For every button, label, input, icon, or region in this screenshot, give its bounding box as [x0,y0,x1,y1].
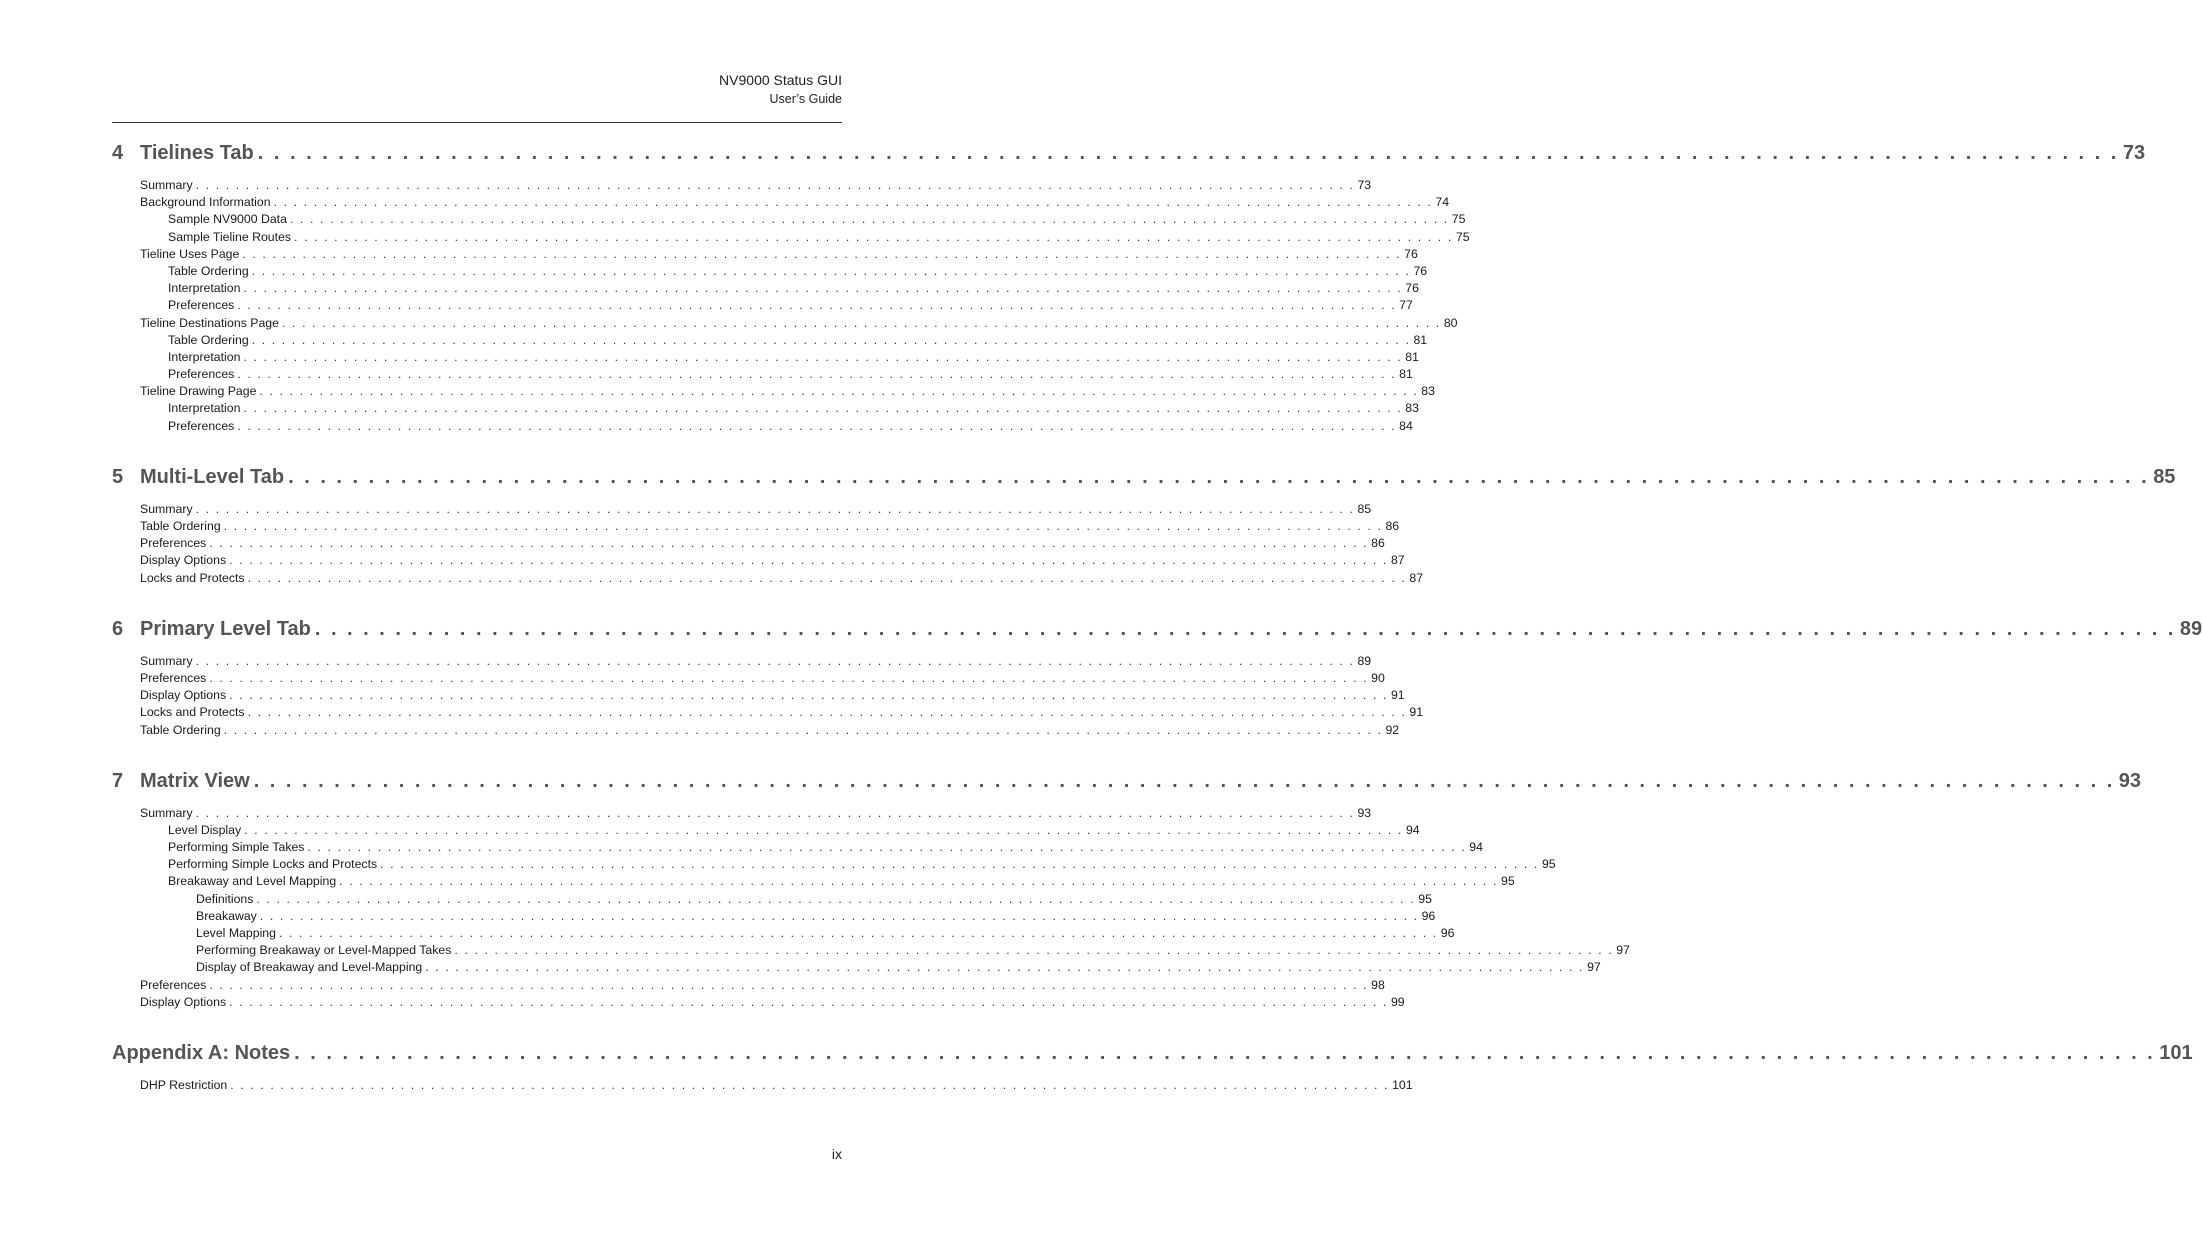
entry-page-number: 83 [1405,401,1419,416]
chapter-heading[interactable] [112,142,2146,174]
toc-entry[interactable] [112,349,1419,367]
toc-entry[interactable] [112,229,1470,247]
toc-chapter [112,465,2176,588]
dot-leader: . . . . . . . . . . . . . . . . . . . . . . . . . . . . . . . . . . . . . . . . . . . . . . . . . . . . . . . . . . . . . . . . . . . . . . . . . . . . . . . . . . . . . . . . . . . . . . . . . . . . . . . . . . . . . . . . . . . . [243,281,1403,296]
running-header [719,70,842,108]
toc-entry[interactable] [112,281,1419,298]
entry-page-number: 92 [1385,722,1400,737]
header-rule [112,122,842,123]
toc-entry[interactable] [112,960,1601,977]
chapter-page-number: 101 [2159,1041,2193,1064]
entry-title: Display Options [140,994,227,1009]
entry-page-number: 85 [1357,501,1372,516]
entry-page-number: 98 [1371,977,1385,992]
entry-title: Table Ordering [168,263,249,278]
page-number: ix [831,1146,842,1162]
dot-leader: . . . . . . . . . . . . . . . . . . . . . . . . . . . . . . . . . . . . . . . . . . . . . . . . . . . . . . . . . . . . . . . . . . . . . . . . . . . . . . . . . . . . . . . . . . . . . . . . . . . . . . . . . . . . . . . . . . . . [247,705,1407,720]
toc-chapter [112,769,2142,1012]
entry-page-number: 95 [1541,857,1556,872]
entry-page-number: 93 [1357,805,1372,820]
entry-title: Interpretation [168,349,241,364]
toc-entry[interactable] [112,805,1372,823]
entry-title: Interpretation [168,281,241,296]
dot-leader: . . . . . . . . . . . . . . . . . . . . . . . . . . . . . . . . . . . . . . . . . . . . . . . . . . . . . . . . . . . . . . . . . . . . . . . . . . . . . . . . . . . . . . . . . . . . . . . . . . . . . . . . . . . . . . . . . . . . [229,994,1388,1009]
entry-page-number: 90 [1371,670,1385,685]
toc-entry[interactable] [112,977,1385,995]
section-spacer [112,740,720,770]
dot-leader: . . . . . . . . . . . . . . . . . . . . . . . . . . . . . . . . . . . . . . . . . . . . . . . . . . . . . . . . . . . . . . . . . . . . . . . . . . . . . . . . . . . . . . . . . . . . . . . . . . . . . . . . . . . . . . . . . . . . [278,926,1438,940]
toc-entry[interactable] [112,315,1458,333]
toc-entry[interactable] [112,891,1432,909]
entry-page-number: 95 [1418,891,1432,906]
chapter-title: Primary Level Tab [140,617,311,640]
toc-entry[interactable] [112,246,1418,264]
toc-entry[interactable] [112,367,1413,384]
entry-title: Preferences [168,298,235,313]
dot-leader: . . . . . . . . . . . . . . . . . . . . . . . . . . . . . . . . . . . . . . . . . . . . . . . . . . . . . . . . . . . . . . . . . . . . . . . . . . . . . . . . . . . . . . . . . . . . . . . . . . . . . . . . . . . . . . . . . . . . [209,977,1369,992]
chapter-heading[interactable] [112,1041,2193,1074]
dot-leader: . . . . . . . . . . . . . . . . . . . . . . . . . . . . . . . . . . . . . . . . . . . . . . . . . . . . . . . . . . . . . . . . . . . . . . . . . . . . . . . . . . . . . . . . . . . . . . . . . . . . . . . . . . . . . . . . . . . . [425,960,1585,975]
entry-title: Summary [140,805,193,820]
entry-page-number: 86 [1371,536,1385,551]
dot-leader: . . . . . . . . . . . . . . . . . . . . . . . . . . . . . . . . . . . . . . . . . . . . . . . . . . . . . . . . . . . . . . . . . . . . . . . . . . . . . . . . . . . . . . . . . . . . . . . . . . . . . . . . . . . . . . . . . . . . [273,195,1433,210]
toc-entry[interactable] [112,384,1435,401]
chapter-number: 7 [112,769,124,792]
entry-title: Preferences [168,367,235,382]
entry-page-number: 91 [1409,705,1424,720]
entry-title: Summary [140,178,193,192]
dot-leader: . . . . . . . . . . . . . . . . . . . . . . . . . . . . . . . . . . . . . . . . . . . . . . . . . . . . . . . . . . . . . . . . . . . . . . . . . . . . . . . . . . . . . . . . . . . . . . . . . . . . . . . . . . . . . . . . . . . . [195,501,1355,516]
toc-entry[interactable] [112,670,1385,688]
dot-leader: . . . . . . . . . . . . . . . . . . . . . . . . . . . . . . . . . . . . . . . . . . . . . . . . . . . . . . . . . . . . . . . . . . . . . . . . . . . . . . . . . . . . . . . . . . . . . . . . . . . . . . . . . . . . . . . . . . . . [256,891,1416,906]
entry-page-number: 74 [1435,195,1450,210]
entry-page-number: 76 [1405,281,1419,296]
toc-entry[interactable] [112,874,1515,891]
entry-page-number: 91 [1390,688,1405,703]
entry-page-number: 96 [1440,926,1455,940]
entry-page-number: 94 [1469,840,1483,855]
entry-page-number: 81 [1413,332,1428,347]
toc-chapter [112,1041,2193,1095]
entry-page-number: 77 [1399,298,1413,313]
chapter-title: Matrix View [140,769,250,792]
entry-page-number: 76 [1413,263,1428,278]
entry-title: Interpretation [168,401,241,416]
toc-entry[interactable] [112,570,1424,588]
entry-title: Display Options [140,553,227,568]
dot-leader: . . . . . . . . . . . . . . . . . . . . . . . . . . . . . . . . . . . . . . . . . . . . . . . . . . . . . . . . . . . . . . . . . . . . . . . . . . . . . . . . . . . . . . . . . . . . . . . . . . . . . . . . . . . . . . . . . . . . [242,246,1402,261]
toc-entry[interactable] [112,994,1405,1012]
entry-title: Preferences [140,977,207,992]
dot-leader: . . . . . . . . . . . . . . . . . . . . . . . . . . . . . . . . . . . . . . . . . . . . . . . . . . . . . . . . . . . . . . . . . . . . . . . . . . . . . . . . . . . . . . . . . . . . . . . . . . . . . . . . . . . . . . . . . . . . [288,465,2150,488]
dot-leader: . . . . . . . . . . . . . . . . . . . . . . . . . . . . . . . . . . . . . . . . . . . . . . . . . . . . . . . . . . . . . . . . . . . . . . . . . . . . . . . . . . . . . . . . . . . . . . . . . . . . . . . . . . . . . . . . . . . . [251,332,1411,347]
dot-leader: . . . . . . . . . . . . . . . . . . . . . . . . . . . . . . . . . . . . . . . . . . . . . . . . . . . . . . . . . . . . . . . . . . . . . . . . . . . . . . . . . . . . . . . . . . . . . . . . . . . . . . . . . . . . . . . . . . . . [223,722,1383,737]
toc-entry[interactable] [112,908,1436,926]
entry-page-number: 81 [1399,367,1413,382]
dot-leader: . . . . . . . . . . . . . . . . . . . . . . . . . . . . . . . . . . . . . . . . . . . . . . . . . . . . . . . . . . . . . . . . . . . . . . . . . . . . . . . . . . . . . . . . . . . . . . . . . . . . . . . . . . . . . . . . . . . . [247,570,1407,585]
dot-leader: . . . . . . . . . . . . . . . . . . . . . . . . . . . . . . . . . . . . . . . . . . . . . . . . . . . . . . . . . . . . . . . . . . . . . . . . . . . . . . . . . . . . . . . . . . . . . . . . . . . . . . . . . . . . . . . . . . . . [257,142,2119,164]
entry-title: Performing Simple Locks and Protects [168,857,378,872]
toc-entry[interactable] [112,401,1419,418]
entry-page-number: 95 [1500,874,1515,889]
toc-entry[interactable] [112,212,1466,229]
entry-title: Level Mapping [196,926,276,940]
chapter-page-number: 73 [2122,142,2146,164]
entry-page-number: 76 [1404,246,1418,261]
dot-leader: . . . . . . . . . . . . . . . . . . . . . . . . . . . . . . . . . . . . . . . . . . . . . . . . . . . . . . . . . . . . . . . . . . . . . . . . . . . . . . . . . . . . . . . . . . . . . . . . . . . . . . . . . . . . . . . . . . . . [314,617,2176,640]
dot-leader: . . . . . . . . . . . . . . . . . . . . . . . . . . . . . . . . . . . . . . . . . . . . . . . . . . . . . . . . . . . . . . . . . . . . . . . . . . . . . . . . . . . . . . . . . . . . . . . . . . . . . . . . . . . . . . . . . . . . [289,212,1449,227]
dot-leader: . . . . . . . . . . . . . . . . . . . . . . . . . . . . . . . . . . . . . . . . . . . . . . . . . . . . . . . . . . . . . . . . . . . . . . . . . . . . . . . . . . . . . . . . . . . . . . . . . . . . . . . . . . . . . . . . . . . . [237,418,1397,433]
chapter-heading[interactable] [112,465,2176,498]
entry-title: Tieline Drawing Page [140,384,257,399]
dot-leader: . . . . . . . . . . . . . . . . . . . . . . . . . . . . . . . . . . . . . . . . . . . . . . . . . . . . . . . . . . . . . . . . . . . . . . . . . . . . . . . . . . . . . . . . . . . . . . . . . . . . . . . . . . . . . . . . . . . . [380,857,1539,872]
toc-entry[interactable] [112,195,1450,212]
dot-leader: . . . . . . . . . . . . . . . . . . . . . . . . . . . . . . . . . . . . . . . . . . . . . . . . . . . . . . . . . . . . . . . . . . . . . . . . . . . . . . . . . . . . . . . . . . . . . . . . . . . . . . . . . . . . . . . . . . . . [229,553,1388,568]
dot-leader: . . . . . . . . . . . . . . . . . . . . . . . . . . . . . . . . . . . . . . . . . . . . . . . . . . . . . . . . . . . . . . . . . . . . . . . . . . . . . . . . . . . . . . . . . . . . . . . . . . . . . . . . . . . . . . . . . . . . [223,519,1383,533]
entry-title: Table Ordering [168,332,249,347]
dot-leader: . . . . . . . . . . . . . . . . . . . . . . . . . . . . . . . . . . . . . . . . . . . . . . . . . . . . . . . . . . . . . . . . . . . . . . . . . . . . . . . . . . . . . . . . . . . . . . . . . . . . . . . . . . . . . . . . . . . . [294,1041,2156,1064]
entry-page-number: 96 [1421,908,1436,923]
entry-page-number: 99 [1390,994,1405,1009]
entry-title: DHP Restriction [140,1077,228,1092]
toc-entry[interactable] [112,688,1405,705]
entry-page-number: 80 [1443,315,1458,330]
entry-title: Table Ordering [140,519,221,533]
chapter-number: 5 [112,465,124,488]
dot-leader: . . . . . . . . . . . . . . . . . . . . . . . . . . . . . . . . . . . . . . . . . . . . . . . . . . . . . . . . . . . . . . . . . . . . . . . . . . . . . . . . . . . . . . . . . . . . . . . . . . . . . . . . . . . . . . . . . . . . [243,401,1403,416]
dot-leader: . . . . . . . . . . . . . . . . . . . . . . . . . . . . . . . . . . . . . . . . . . . . . . . . . . . . . . . . . . . . . . . . . . . . . . . . . . . . . . . . . . . . . . . . . . . . . . . . . . . . . . . . . . . . . . . . . . . . [339,874,1498,889]
entry-title: Breakaway [196,908,257,923]
toc-entry[interactable] [112,418,1413,436]
entry-page-number: 75 [1455,229,1470,244]
entry-title: Tieline Uses Page [140,246,240,261]
entry-page-number: 87 [1390,553,1405,568]
entry-page-number: 81 [1405,349,1419,364]
section-spacer [112,436,720,466]
dot-leader: . . . . . . . . . . . . . . . . . . . . . . . . . . . . . . . . . . . . . . . . . . . . . . . . . . . . . . . . . . . . . . . . . . . . . . . . . . . . . . . . . . . . . . . . . . . . . . . . . . . . . . . . . . . . . . . . . . . . [230,1077,1390,1092]
toc-entry[interactable] [112,857,1556,874]
toc-entry[interactable] [112,705,1424,722]
dot-leader: . . . . . . . . . . . . . . . . . . . . . . . . . . . . . . . . . . . . . . . . . . . . . . . . . . . . . . . . . . . . . . . . . . . . . . . . . . . . . . . . . . . . . . . . . . . . . . . . . . . . . . . . . . . . . . . . . . . . [229,688,1388,703]
dot-leader: . . . . . . . . . . . . . . . . . . . . . . . . . . . . . . . . . . . . . . . . . . . . . . . . . . . . . . . . . . . . . . . . . . . . . . . . . . . . . . . . . . . . . . . . . . . . . . . . . . . . . . . . . . . . . . . . . . . . [294,229,1453,244]
toc-entry[interactable] [112,263,1428,281]
chapter-number: 4 [112,142,124,164]
toc-entry[interactable] [112,926,1455,943]
chapter-page-number: 89 [2179,617,2202,640]
toc-entry[interactable] [112,332,1428,350]
entry-title: Background Information [140,195,271,210]
toc-entry[interactable] [112,1077,1413,1095]
dot-leader: . . . . . . . . . . . . . . . . . . . . . . . . . . . . . . . . . . . . . . . . . . . . . . . . . . . . . . . . . . . . . . . . . . . . . . . . . . . . . . . . . . . . . . . . . . . . . . . . . . . . . . . . . . . . . . . . . . . . [243,349,1403,364]
entry-title: Display Options [140,688,227,703]
dot-leader: . . . . . . . . . . . . . . . . . . . . . . . . . . . . . . . . . . . . . . . . . . . . . . . . . . . . . . . . . . . . . . . . . . . . . . . . . . . . . . . . . . . . . . . . . . . . . . . . . . . . . . . . . . . . . . . . . . . . [307,840,1467,855]
dot-leader: . . . . . . . . . . . . . . . . . . . . . . . . . . . . . . . . . . . . . . . . . . . . . . . . . . . . . . . . . . . . . . . . . . . . . . . . . . . . . . . . . . . . . . . . . . . . . . . . . . . . . . . . . . . . . . . . . . . . [195,805,1355,820]
document-title: NV9000 Status GUI [719,72,842,88]
table-of-contents [112,142,2202,1095]
chapter-number: 6 [112,617,124,640]
entry-title: Preferences [140,536,207,551]
entry-title: Performing Breakaway or Level-Mapped Takes [196,943,452,958]
dot-leader: . . . . . . . . . . . . . . . . . . . . . . . . . . . . . . . . . . . . . . . . . . . . . . . . . . . . . . . . . . . . . . . . . . . . . . . . . . . . . . . . . . . . . . . . . . . . . . . . . . . . . . . . . . . . . . . . . . . . [253,769,2115,792]
dot-leader: . . . . . . . . . . . . . . . . . . . . . . . . . . . . . . . . . . . . . . . . . . . . . . . . . . . . . . . . . . . . . . . . . . . . . . . . . . . . . . . . . . . . . . . . . . . . . . . . . . . . . . . . . . . . . . . . . . . . [282,315,1441,330]
entry-title: Sample NV9000 Data [168,212,287,227]
toc-entry[interactable] [112,722,1400,740]
dot-leader: . . . . . . . . . . . . . . . . . . . . . . . . . . . . . . . . . . . . . . . . . . . . . . . . . . . . . . . . . . . . . . . . . . . . . . . . . . . . . . . . . . . . . . . . . . . . . . . . . . . . . . . . . . . . . . . . . . . . [259,908,1419,923]
entry-title: Breakaway and Level Mapping [168,874,337,889]
entry-page-number: 83 [1421,384,1435,399]
dot-leader: . . . . . . . . . . . . . . . . . . . . . . . . . . . . . . . . . . . . . . . . . . . . . . . . . . . . . . . . . . . . . . . . . . . . . . . . . . . . . . . . . . . . . . . . . . . . . . . . . . . . . . . . . . . . . . . . . . . . [237,367,1397,382]
chapter-page-number: 85 [2153,465,2176,488]
toc-entry[interactable] [112,501,1372,519]
entry-page-number: 75 [1451,212,1466,227]
entry-page-number: 87 [1409,570,1424,585]
toc-entry[interactable] [112,553,1405,570]
toc-entry[interactable] [112,298,1413,315]
chapter-title: Tielines Tab [140,142,254,164]
chapter-title: Appendix A: Notes [112,1041,291,1064]
toc-chapter [112,142,2146,436]
document-subtitle: User’s Guide [769,92,842,106]
dot-leader: . . . . . . . . . . . . . . . . . . . . . . . . . . . . . . . . . . . . . . . . . . . . . . . . . . . . . . . . . . . . . . . . . . . . . . . . . . . . . . . . . . . . . . . . . . . . . . . . . . . . . . . . . . . . . . . . . . . . [209,536,1369,551]
toc-entry[interactable] [112,840,1483,857]
toc-entry[interactable] [112,653,1372,671]
entry-title: Definitions [196,891,254,906]
entry-title: Display of Breakaway and Level-Mapping [196,960,423,975]
entry-page-number: 97 [1616,943,1630,958]
toc-chapter [112,617,2202,740]
toc-entry[interactable] [112,822,1420,840]
dot-leader: . . . . . . . . . . . . . . . . . . . . . . . . . . . . . . . . . . . . . . . . . . . . . . . . . . . . . . . . . . . . . . . . . . . . . . . . . . . . . . . . . . . . . . . . . . . . . . . . . . . . . . . . . . . . . . . . . . . . [237,298,1397,313]
entry-title: Locks and Protects [140,705,245,720]
dot-leader: . . . . . . . . . . . . . . . . . . . . . . . . . . . . . . . . . . . . . . . . . . . . . . . . . . . . . . . . . . . . . . . . . . . . . . . . . . . . . . . . . . . . . . . . . . . . . . . . . . . . . . . . . . . . . . . . . . . . [251,263,1411,278]
chapter-page-number: 93 [2118,769,2142,792]
toc-entry[interactable] [112,943,1630,960]
entry-title: Tieline Destinations Page [140,315,279,330]
chapter-heading[interactable] [112,617,2202,650]
entry-title: Level Display [168,822,242,837]
entry-page-number: 94 [1405,822,1420,837]
dot-leader: . . . . . . . . . . . . . . . . . . . . . . . . . . . . . . . . . . . . . . . . . . . . . . . . . . . . . . . . . . . . . . . . . . . . . . . . . . . . . . . . . . . . . . . . . . . . . . . . . . . . . . . . . . . . . . . . . . . . [209,670,1369,685]
entry-page-number: 84 [1399,418,1413,433]
entry-title: Locks and Protects [140,570,245,585]
entry-page-number: 89 [1357,653,1372,668]
dot-leader: . . . . . . . . . . . . . . . . . . . . . . . . . . . . . . . . . . . . . . . . . . . . . . . . . . . . . . . . . . . . . . . . . . . . . . . . . . . . . . . . . . . . . . . . . . . . . . . . . . . . . . . . . . . . . . . . . . . . [195,178,1355,192]
dot-leader: . . . . . . . . . . . . . . . . . . . . . . . . . . . . . . . . . . . . . . . . . . . . . . . . . . . . . . . . . . . . . . . . . . . . . . . . . . . . . . . . . . . . . . . . . . . . . . . . . . . . . . . . . . . . . . . . . . . . [259,384,1419,399]
toc-entry[interactable] [112,536,1385,553]
entry-title: Summary [140,653,193,668]
entry-title: Sample Tieline Routes [168,229,292,244]
chapter-heading[interactable] [112,769,2142,802]
dot-leader: . . . . . . . . . . . . . . . . . . . . . . . . . . . . . . . . . . . . . . . . . . . . . . . . . . . . . . . . . . . . . . . . . . . . . . . . . . . . . . . . . . . . . . . . . . . . . . . . . . . . . . . . . . . . . . . . . . . . [195,653,1355,668]
dot-leader: . . . . . . . . . . . . . . . . . . . . . . . . . . . . . . . . . . . . . . . . . . . . . . . . . . . . . . . . . . . . . . . . . . . . . . . . . . . . . . . . . . . . . . . . . . . . . . . . . . . . . . . . . . . . . . . . . . . . [454,943,1614,958]
chapter-title: Multi-Level Tab [140,465,285,488]
toc-entry[interactable] [112,178,1372,195]
entry-page-number: 101 [1392,1077,1413,1092]
entry-page-number: 86 [1385,519,1400,533]
toc-entry[interactable] [112,519,1400,536]
section-spacer [112,588,720,618]
entry-title: Table Ordering [140,722,221,737]
dot-leader: . . . . . . . . . . . . . . . . . . . . . . . . . . . . . . . . . . . . . . . . . . . . . . . . . . . . . . . . . . . . . . . . . . . . . . . . . . . . . . . . . . . . . . . . . . . . . . . . . . . . . . . . . . . . . . . . . . . . [244,822,1403,837]
entry-page-number: 97 [1587,960,1601,975]
entry-title: Summary [140,501,193,516]
entry-title: Preferences [168,418,235,433]
entry-title: Performing Simple Takes [168,840,305,855]
section-spacer [112,1012,720,1042]
entry-title: Preferences [140,670,207,685]
entry-page-number: 73 [1357,178,1372,192]
